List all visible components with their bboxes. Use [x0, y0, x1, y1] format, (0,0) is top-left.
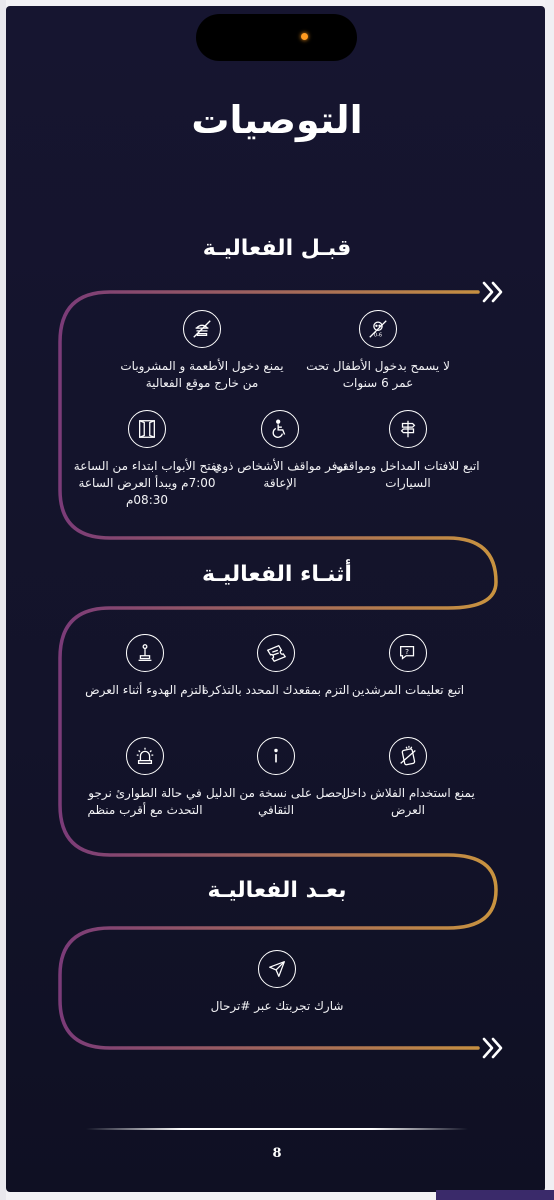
page-title: التوصيات — [191, 98, 363, 142]
no-flash-icon — [389, 737, 427, 775]
item-no-flash: يمنع استخدام الفلاش داخل العرض — [333, 737, 483, 819]
info-icon — [257, 737, 295, 775]
wheelchair-icon — [261, 410, 299, 448]
svg-text:0-6: 0-6 — [373, 332, 383, 339]
section-title-after: بعـد الفعاليـة — [207, 878, 347, 903]
guide-chat-icon — [389, 634, 427, 672]
item-no-food: يمنع دخول الأطعمة و المشروبات من خارج موقع الفعالية — [112, 310, 292, 392]
quiet-icon — [126, 634, 164, 672]
item-signpost: اتبع للافتات المداخل ومواقف السيارات — [333, 410, 483, 492]
svg-text:?: ? — [405, 646, 410, 656]
item-share: شارك تجربتك عبر #ترحال — [202, 950, 352, 1015]
chevrons-top-icon — [484, 283, 501, 301]
item-quiet: التزم الهدوء أثناء العرض — [70, 634, 220, 699]
item-wheelchair: توفر مواقف الأشخاص ذوي الإعاقة — [205, 410, 355, 492]
doors-icon — [128, 410, 166, 448]
item-no-children: 0-6 لا يسمح بدخول الأطفال تحت عمر 6 سنوات — [303, 310, 453, 392]
no-children-icon — [359, 310, 397, 348]
item-emergency: في حالة الطوارئ نرجو التحدث مع أقرب منظم — [70, 737, 220, 819]
ticket-icon — [257, 634, 295, 672]
item-doors: تفتح الأبواب ابتداء من الساعة 7:00م ويبدأ العرض الساعة 08:30م — [72, 410, 222, 509]
page-number: 8 — [272, 1146, 282, 1161]
item-guide: ? اتبع تعليمات المرشدين — [333, 634, 483, 699]
background-corner — [436, 1190, 554, 1200]
chevrons-bottom-icon — [484, 1039, 501, 1057]
alarm-icon — [126, 737, 164, 775]
section-title-before: قبـل الفعاليـة — [202, 236, 352, 261]
footer-divider — [86, 1128, 468, 1130]
item-guidebook: احصل على نسخة من الدليل الثقافي — [201, 737, 351, 819]
item-seat: التزم بمقعدك المحدد بالتذكرة — [201, 634, 351, 699]
signpost-icon — [389, 410, 427, 448]
share-icon — [258, 950, 296, 988]
section-title-during: أثنـاء الفعاليـة — [202, 562, 352, 587]
no-food-icon — [183, 310, 221, 348]
